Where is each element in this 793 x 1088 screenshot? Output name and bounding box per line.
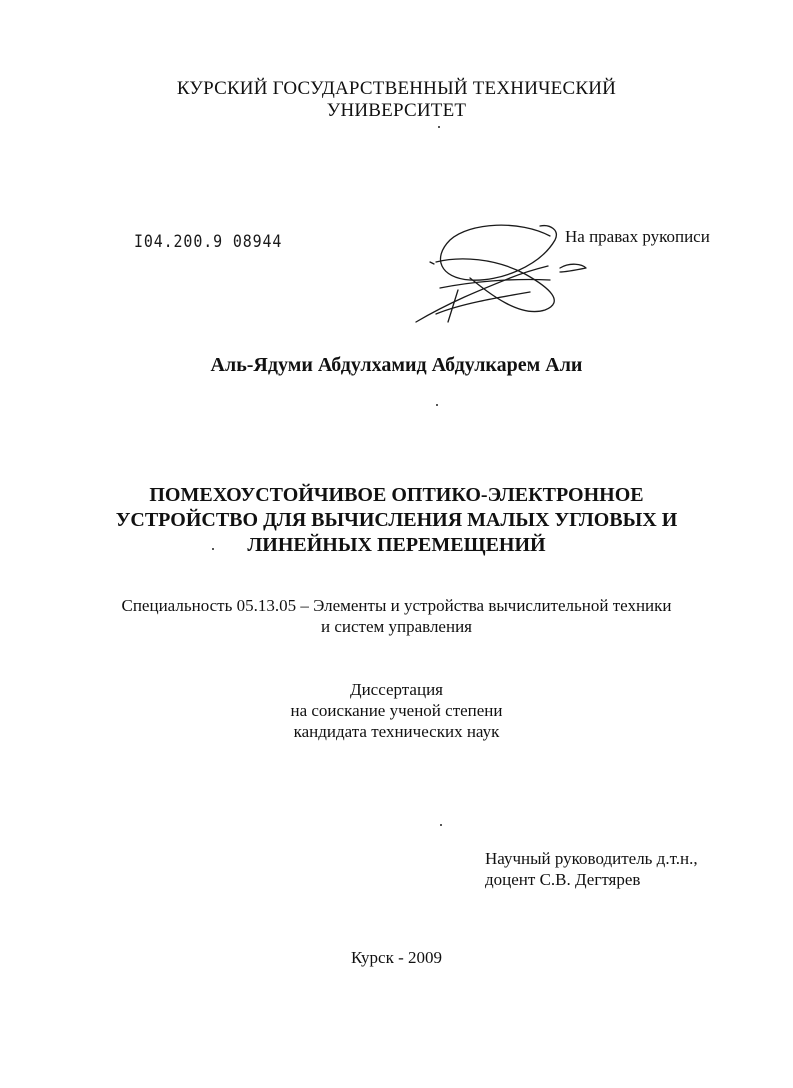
degree-statement-line-3: кандидата технических наук (293, 722, 500, 741)
dissertation-title (0, 483, 793, 558)
scan-speck (438, 126, 440, 128)
scientific-advisor-line-2: доцент С.В. Дегтярев (485, 870, 641, 889)
scan-speck (440, 824, 442, 826)
specialty-line-2: и систем управления (320, 617, 472, 636)
dissertation-title-line-1: ПОМЕХОУСТОЙЧИВОЕ ОПТИКО-ЭЛЕКТРОННОЕ (149, 484, 644, 506)
author-name: Аль-Ядуми Абдулхамид Абдулкарем Али (210, 354, 583, 376)
scientific-advisor-line-1: Научный руководитель д.т.н., (485, 849, 698, 868)
scan-speck (212, 548, 214, 550)
dissertation-title-line-3: ЛИНЕЙНЫХ ПЕРЕМЕЩЕНИЙ (247, 534, 546, 556)
university-name (0, 78, 793, 122)
scan-speck (436, 404, 438, 406)
specialty-line-1: Специальность 05.13.05 – Элементы и устройства вычислительной техники (121, 596, 672, 615)
stamp-number: I04.200.9 08944 (134, 232, 283, 252)
dissertation-title-line-2: УСТРОЙСТВО ДЛЯ ВЫЧИСЛЕНИЯ МАЛЫХ УГЛОВЫХ И (115, 509, 678, 531)
university-name-line-2: УНИВЕРСИТЕТ (326, 100, 467, 121)
city-year: Курск - 2009 (350, 948, 443, 967)
scientific-advisor (485, 848, 698, 890)
manuscript-rights-note: На правах рукописи (565, 227, 710, 246)
specialty (0, 595, 793, 637)
degree-statement (0, 679, 793, 742)
degree-statement-line-2: на соискание ученой степени (290, 701, 503, 720)
degree-statement-line-1: Диссертация (349, 680, 443, 699)
university-name-line-1: КУРСКИЙ ГОСУДАРСТВЕННЫЙ ТЕХНИЧЕСКИЙ (176, 78, 617, 99)
